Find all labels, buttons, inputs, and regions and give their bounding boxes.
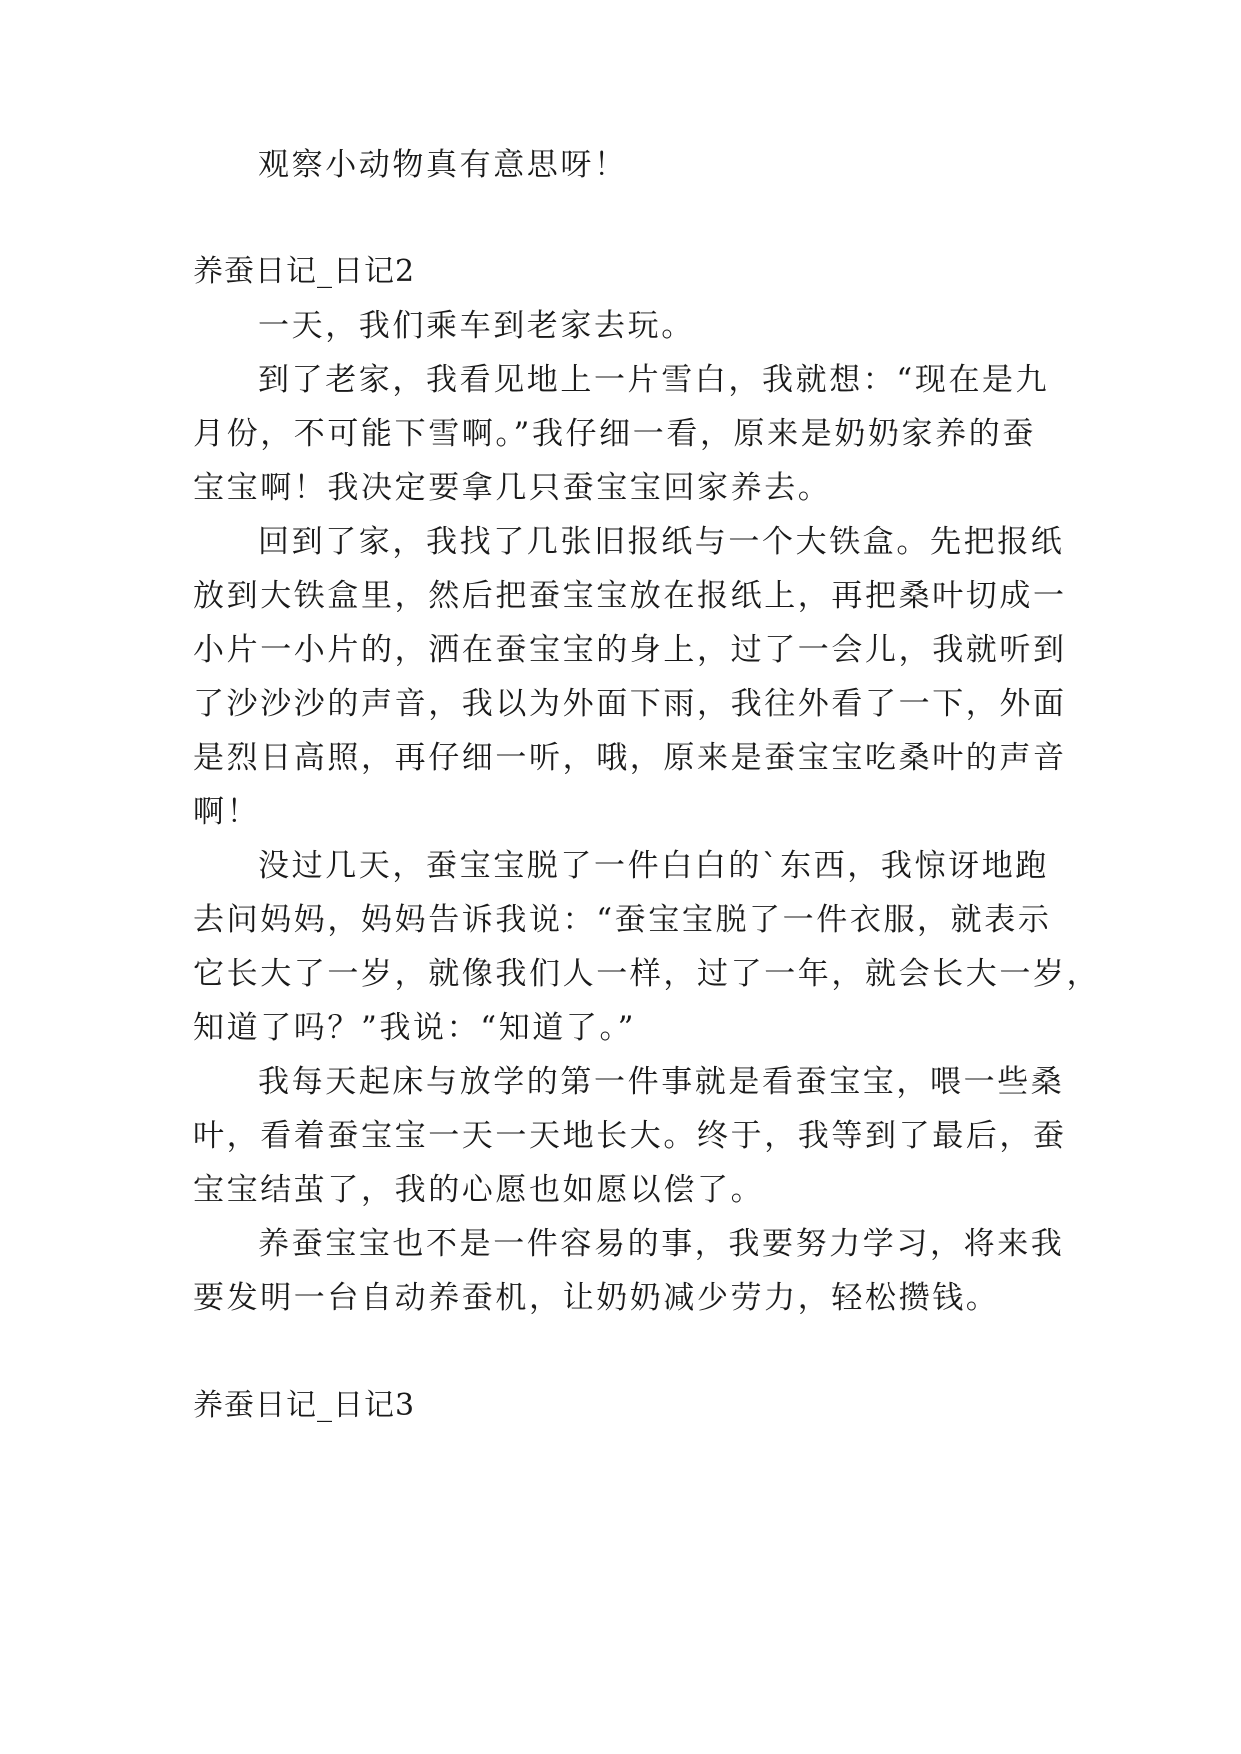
paragraph-line: 养蚕宝宝也不是一件容易的事，我要努力学习，将来我 xyxy=(258,1226,1065,1262)
paragraph-line: 去问妈妈，妈妈告诉我说：“蚕宝宝脱了一件衣服，就表示 xyxy=(193,902,1052,938)
paragraph-line: 放到大铁盒里，然后把蚕宝宝放在报纸上，再把桑叶切成一 xyxy=(193,578,1067,614)
paragraph-line: 我每天起床与放学的第一件事就是看蚕宝宝，喂一些桑 xyxy=(258,1064,1065,1100)
paragraph-line: 知道了吗？”我说：“知道了。” xyxy=(193,1010,637,1046)
paragraph-line: 要发明一台自动养蚕机，让奶奶减少劳力，轻松攒钱。 xyxy=(193,1280,1000,1316)
paragraph-line: 了沙沙沙的声音，我以为外面下雨，我往外看了一下，外面 xyxy=(193,686,1067,722)
paragraph-line: 没过几天，蚕宝宝脱了一件白白的`东西，我惊讶地跑 xyxy=(258,848,1049,884)
paragraph-line: 啊！ xyxy=(193,794,261,830)
entry-2-title: 养蚕日记_日记2 xyxy=(193,254,416,289)
paragraph-line: 是烈日高照，再仔细一听，哦，原来是蚕宝宝吃桑叶的声音 xyxy=(193,740,1067,776)
paragraph-line: 宝宝啊！我决定要拿几只蚕宝宝回家养去。 xyxy=(193,470,832,506)
paragraph-line: 宝宝结茧了，我的心愿也如愿以偿了。 xyxy=(193,1172,765,1208)
entry-3-title: 养蚕日记_日记3 xyxy=(193,1388,416,1423)
paragraph-line: 到了老家，我看见地上一片雪白，我就想：“现在是九 xyxy=(258,362,1050,398)
intro-closing-line: 观察小动物真有意思呀！ xyxy=(258,147,628,183)
paragraph-line: 一天，我们乘车到老家去玩。 xyxy=(258,308,695,344)
paragraph-line: 叶，看着蚕宝宝一天一天地长大。终于，我等到了最后，蚕 xyxy=(193,1118,1067,1154)
paragraph-line: 月份，不可能下雪啊。”我仔细一看，原来是奶奶家养的蚕 xyxy=(193,416,1036,452)
paragraph-line: 小片一小片的，洒在蚕宝宝的身上，过了一会儿，我就听到 xyxy=(193,632,1067,668)
paragraph-line: 回到了家，我找了几张旧报纸与一个大铁盒。先把报纸 xyxy=(258,524,1065,560)
paragraph-line: 它长大了一岁，就像我们人一样，过了一年，就会长大一岁， xyxy=(193,956,1101,992)
